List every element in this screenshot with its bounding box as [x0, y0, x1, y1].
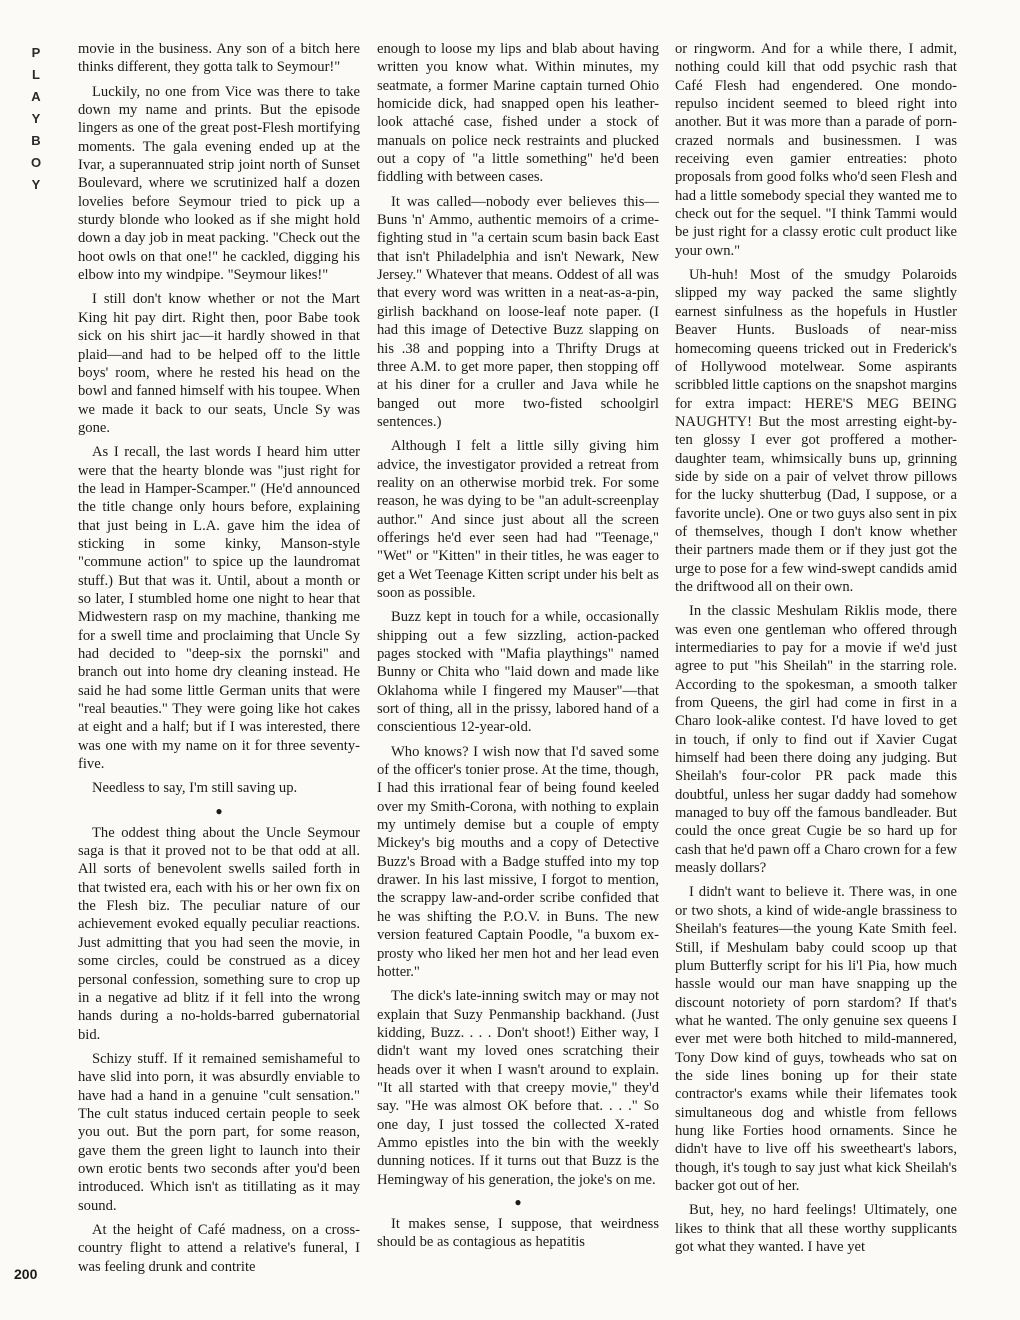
paragraph: Uh-huh! Most of the smudgy Polaroids slipped my way packed the same slightly earnest sinfulness as the hopefuls in Hustler Beaver Hunts. Busloads of near-miss homecoming queens tricked out in Frederick's of Hollywood motelwear. Some aspirants scribbled little captions on the snapshot margins for extra impact: HERE'S MEG BEING NAUGHTY! But the most arresting eight-by-ten glossy I ever got proffered a mother-daughter team, whimsically buns up, grinning side by side on a pair of velvet throw pillows for the lucky shutterbug (Dad, I suppose, or a favorite uncle). One or two guys also sent in pix of themselves, though I don't know whether their partners made them or if they just got the urge to pose for a few wind-swept candids amid the driftwood all on their own. [675, 267, 957, 595]
running-head-letter: Y [31, 111, 41, 126]
running-head-letter: O [30, 155, 42, 170]
paragraph: Schizy stuff. If it remained semishameful to have slid into porn, it was absurdly enviable to have had a hand in a genuine "cult sensation." The cult status induced certain people to seek you out. But the porn part, for some reason, gave them the green light to launch into their own erotic bents two seconds after you'd been introduced. Which isn't as titillating as it may sound. [78, 1050, 360, 1214]
paragraph: or ringworm. And for a while there, I admit, nothing could kill that odd psychic rash that Café Flesh had engendered. One mondo-repulso incident seemed to bleed right into another. But it was more than a parade of porn-crazed normals and businessmen. I was receiving even gamier entreaties: photo proposals from good folks who'd seen Flesh and had a little somebody special they wanted me to check out for the sequel. "I think Tammi would be just right for a classy erotic cult product like your own." [675, 41, 957, 259]
paragraph: I didn't want to believe it. There was, in one or two shots, a kind of wide-angle brassiness to Sheilah's features—the young Kate Smith feel. Still, if Meshulam baby could scoop up that plum Butterfly script for his li'l Pia, how much hassle would our man have snapping up the discount notoriety of porn stardom? If that's what he wanted. The only genuine sex queens I ever met were both hitched to mild-mannered, Tony Dow kind of guys, towheads who sat on the side lines boning up for their state contractor's exams while their lifemates took simultaneous dog and whistle from fellows hung like Forties hood ornaments. Since he didn't have to live off his sweetheart's labors, though, it's tough to say just what kick Sheilah's backer got out of her. [675, 884, 957, 1194]
paragraph: As I recall, the last words I heard him utter were that the hearty blonde was "just right for the lead in Hamper-Scamper." (He'd announced the title change only hours before, explaining that just being in L.A. gave him the idea of sticking in some kinky, Manson-style "commune action" to spice up the laundromat stuff.) But that was it. Until, about a month or so later, I stumbled home one night to hear that Midwestern rasp on my machine, thanking me for a swell time and proclaiming that Uncle Sy had decided to "deep-six the pornski" and branch out into home dry cleaning instead. He said he had some little German units that were "real beauties." They were going like hot cakes at eight and a half; but if I was interested, there was one with my name on it for three seventy-five. [78, 444, 360, 773]
running-head-letter: P [31, 45, 41, 60]
paragraph: But, hey, no hard feelings! Ultimately, one likes to think that all these worthy supplicants got what they wanted. I have yet [675, 1202, 957, 1255]
text-column-2 [377, 40, 659, 1310]
paragraph: In the classic Meshulam Riklis mode, there was even one gentleman who offered through intermediaries to pay for a movie if we'd just agree to put "his Sheilah" in the starring role. According to the spokesman, a smooth talker from Queens, the girl had come in first in a Charo look-alike contest. I'd have loved to get in touch, if only to find out if Xavier Cugat himself had been there doing any judging. But Sheilah's four-color PR pack made this doubtful, unless her sugar daddy had somehow managed to buy off the famous bandleader. But could the once great Cugie be so hard up for cash that he'd pawn off a Charo crown for a few measly dollars? [675, 603, 957, 877]
running-head-letter: B [31, 133, 41, 148]
paragraph: Although I felt a little silly giving him advice, the investigator provided a retreat from reality on an otherwise morbid trek. For some reason, he was dying to be "an adult-screenplay author." And since just about all the screen offerings he'd ever seen had had "Teenage," "Wet" or "Kitten" in their titles, he was eager to get a Wet Teenage Kitten script under his belt as soon as possible. [377, 438, 659, 601]
paragraph: Needless to say, I'm still saving up. [92, 780, 298, 797]
paragraph: It was called—nobody ever believes this—Buns 'n' Ammo, authentic memoirs of a crime-fighting stud in "a certain scum basin back East that isn't Philadelphia and isn't Newark, New Jersey." Whatever that means. Oddest of all was that every word was written in a neat-as-a-pin, girlish backhand on loose-leaf note paper. (I had this image of Detective Buzz slapping on his .38 and popping into a Thrifty Drugs at three A.M. to get more paper, then stopping off at his diner for a cruller and Java while he banged out more two-fisted schoolgirl sentences.) [377, 193, 659, 430]
running-head-letter: Y [31, 177, 41, 192]
paragraph: enough to loose my lips and blab about having written you know what. Within minutes, my seatmate, a former Marine captain turned Ohio homicide dick, had snapped open his leather-look attaché case, fished under a stock of manuals on police neck restraints and plucked out a copy of "a little something" he'd been fiddling with between cases. [377, 41, 659, 186]
paragraph: Buzz kept in touch for a while, occasionally shipping out a few sizzling, action-packed pages stocked with "Mafia playthings" named Bunny or Chita who "laid down and made like Oklahoma while I fingered my Mauser"—that sort of thing, all in the prissy, labored hand of a conscientious 12-year-old. [377, 609, 659, 736]
section-divider-bullet: ● [514, 1194, 522, 1209]
text-column-3 [675, 40, 957, 1310]
paragraph: I still don't know whether or not the Mart King hit pay dirt. Right then, poor Babe took sick on his shirt jac—it hardly showed in that plaid—and had to be helped off to the little boys' room, where he rested his head on the bowl and fanned himself with his toupee. When we made it back to our seats, Uncle Sy was gone. [78, 291, 360, 436]
paragraph: It makes sense, I suppose, that weirdness should be as contagious as hepatitis [377, 1215, 659, 1251]
page-number: 200 [14, 1266, 38, 1282]
paragraph: The oddest thing about the Uncle Seymour saga is that it proved not to be that odd at all. All sorts of benevolent swells sailed forth in that twisted era, each with his or her own fix on the Flesh biz. The peculiar nature of our achievement evoked equally peculiar reactions. Just admitting that you had seen the movie, in some circles, could be construed as a dicey personal confession, something sure to crop up in a negative ad blitz if it fell into the wrong hands during a no-holds-barred gubernatorial bid. [78, 824, 360, 1043]
paragraph: movie in the business. Any son of a bitch here thinks different, they gotta talk to Seymour!" [78, 41, 360, 76]
text-column-1 [78, 40, 360, 1310]
paragraph: Luckily, no one from Vice was there to take down my name and prints. But the episode lingers as one of the great post-Flesh mortifying moments. The gala evening ended up at the Ivar, a superannuated strip joint north of Sunset Boulevard, where we scrutinized half a dozen lovelies before Seymour tried to pick up a sturdy blonde who looked as if she might hold down a day job in meat packing. "Check out the hoot owls on that one!" he cackled, digging his elbow into my windpipe. "Seymour likes!" [78, 83, 360, 284]
running-head-letter: A [31, 89, 41, 104]
running-head [24, 42, 48, 196]
paragraph: At the height of Café madness, on a cross-country flight to attend a relative's funeral, I was feeling drunk and contrite [78, 1221, 360, 1275]
running-head-letter: L [32, 67, 40, 82]
paragraph: The dick's late-inning switch may or may not explain that Suzy Penmanship backhand. (Just kidding, Buzz. . . . Don't shoot!) Either way, I didn't want my loved ones scratching their heads over it when I wasn't around to explain. "It all started with that creepy movie," they'd say. "He was almost OK before that. . . ." So one day, I just tossed the collected X-rated Ammo epistles into the bin with the weekly dunning notices. If it turns out that Buzz is the Hemingway of his generation, the joke's on me. [377, 988, 659, 1188]
paragraph: Who knows? I wish now that I'd saved some of the officer's tonier prose. At the time, though, I had this irrational fear of being found keeled over my Smith-Corona, with nothing to explain my untimely demise but a couple of empty Mickey's big mouths and a copy of Detective Buzz's Broad with a Badge stuffed into my top drawer. In his last missive, I forgot to mention, the scrappy law-and-order scribe confided that he was shifting the P.O.V. in Buns. The new version featured Captain Poodle, "a buxom ex-prosty who liked her men hot and her lead even hotter." [377, 743, 659, 980]
section-divider-bullet: ● [215, 803, 223, 818]
